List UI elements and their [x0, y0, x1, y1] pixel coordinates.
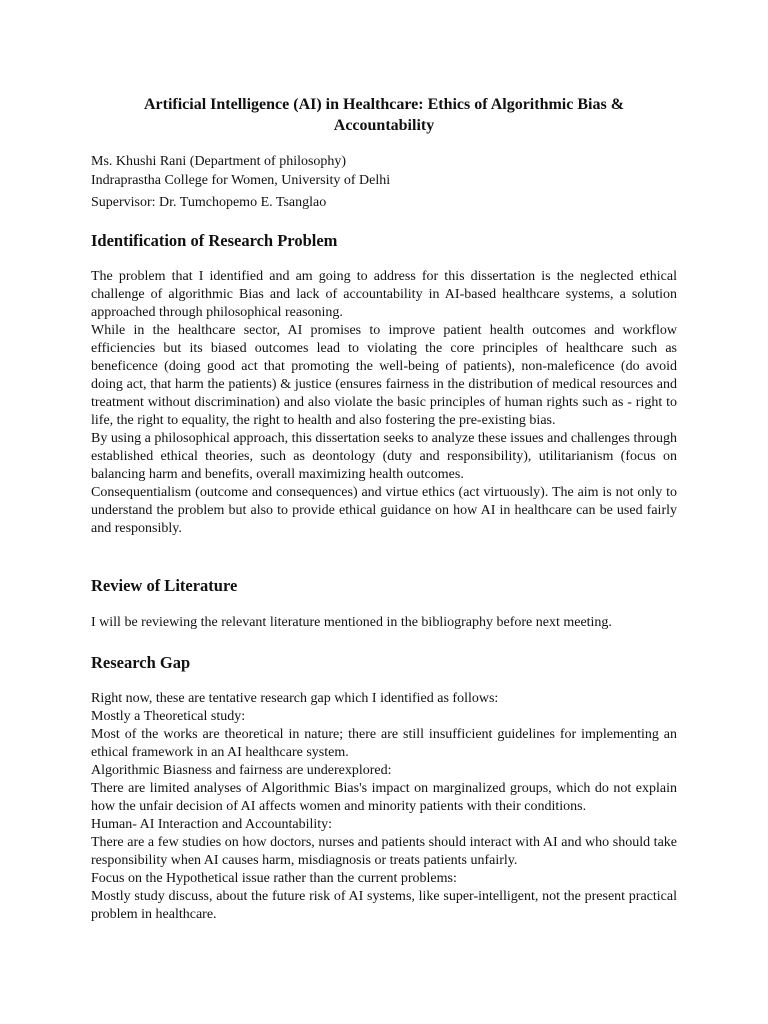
paragraph: By using a philosophical approach, this dissertation seeks to analyze these issues and challenges through established ethical theories, such as deontology (duty and responsibility), utilitarianism (focus on balancing harm and benefits, overall maximizing health outcomes.: [91, 431, 677, 482]
author-supervisor: Supervisor: Dr. Tumchopemo E. Tsanglao: [91, 195, 327, 210]
heading-literature-review: Review of Literature: [91, 576, 238, 595]
research-gap-body: [91, 690, 677, 924]
gap-subheading: Human- AI Interaction and Accountability:: [91, 817, 333, 832]
gap-line: There are a few studies on how doctors, nurses and patients should interact with AI and who should take responsibility when AI causes harm, misdiagnosis or treats patients unfairly.: [91, 835, 677, 868]
document-title: [91, 94, 677, 136]
paragraph: Consequentialism (outcome and consequences) and virtue ethics (act virtuously). The aim is not only to understand the problem but also to provide ethical guidance on how AI in healthcare can be used fairly and responsibly.: [91, 485, 677, 536]
author-name: Ms. Khushi Rani (Department of philosophy): [91, 154, 347, 169]
author-block: [91, 152, 677, 212]
heading-research-problem: Identification of Research Problem: [91, 231, 338, 250]
gap-line: Right now, these are tentative research gap which I identified as follows:: [91, 691, 499, 706]
gap-subheading: Algorithmic Biasness and fairness are underexplored:: [91, 763, 392, 778]
heading-research-gap: Research Gap: [91, 653, 191, 672]
gap-line: Most of the works are theoretical in nature; there are still insufficient guidelines for implementing an ethical framework in an AI healthcare system.: [91, 727, 677, 760]
gap-line: Mostly study discuss, about the future risk of AI systems, like super-intelligent, not the present practical problem in healthcare.: [91, 889, 677, 922]
gap-subheading: Mostly a Theoretical study:: [91, 709, 246, 724]
gap-subheading: Focus on the Hypothetical issue rather than the current problems:: [91, 871, 457, 886]
gap-line: There are limited analyses of Algorithmic Bias's impact on marginalized groups, which do not explain how the unfair decision of AI affects women and minority patients with their conditions.: [91, 781, 677, 814]
author-affiliation: Indraprastha College for Women, University of Delhi: [91, 173, 391, 188]
paragraph: The problem that I identified and am going to address for this dissertation is the neglected ethical challenge of algorithmic Bias and lack of accountability in AI-based healthcare systems, a solution approached through philosophical reasoning.: [91, 269, 677, 320]
literature-review-body: [91, 614, 677, 632]
paragraph: I will be reviewing the relevant literature mentioned in the bibliography before next meeting.: [91, 615, 612, 630]
title-line-2: Accountability: [333, 117, 435, 134]
title-line-1: Artificial Intelligence (AI) in Healthcare: Ethics of Algorithmic Bias &: [143, 96, 625, 113]
research-problem-body: [91, 268, 677, 538]
paragraph: While in the healthcare sector, AI promises to improve patient health outcomes and workflow efficiencies but its biased outcomes lead to violating the core principles of healthcare such as beneficence (doing good act that promoting the well-being of patients), non-maleficence (do avoid doing act, that harm the patients) & justice (ensures fairness in the distribution of medical resources and treatment without discrimination) and also violate the basic principles of human rights such as - right to life, the right to equality, the right to health and also fostering the pre-existing bias.: [91, 323, 677, 428]
